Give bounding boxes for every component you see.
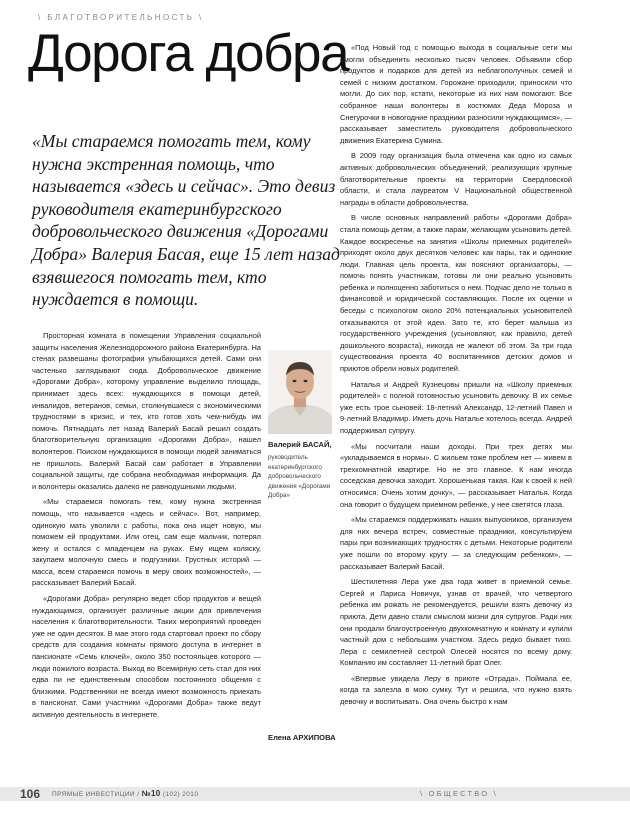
body-paragraph: В 2009 году организация была отмечена как одно из самых активных добровольческих объединений, реализующих крупные благотворительные проекты на территории Свердловской области, и стала лауреатом V Национальной общественной награды в области добровольчества. [340, 151, 572, 207]
author-byline: Елена АРХИПОВА [268, 733, 336, 742]
portrait-photo [268, 350, 332, 434]
article-title: Дорога добра [28, 24, 349, 83]
body-paragraph: Шестилетняя Лера уже два года живет в приемной семье. Сергей и Лариса Новичук, узнав от врачей, что четвертого ребенка им рожать не рекомендуется, решили взять девочку из приюта. Дети давно стали смыслом жизни для супругов. Ради них они продали благоустроенную двухкомнатную и комнату и купили частный дом с небольшим участком. Здесь редко бывает тихо. Лера с семилетней сестрой Олесей носятся по всему дому. Компанию им составляет 11-летний брат Олег. [340, 577, 572, 668]
footer-separator: / [137, 791, 140, 798]
lead-paragraph: «Мы стараемся помогать тем, кому нужна экстренная помощь, что называется «здесь и сейчас». Это девиз руководителя екатеринбургского добровольческого движения «Дорогами Добра» Валерия Басая, еще 15 лет назад взявшегося помогать тем, кто нуждается в помощи. [32, 131, 340, 310]
magazine-name: ПРЯМЫЕ ИНВЕСТИЦИИ [52, 791, 135, 798]
body-paragraph: Просторная комната в помещении Управления социальной защиты населения Железнодорожного района Екатеринбурга. На стенах развешаны фотографии улыбающихся детей. Сами они частенько заглядывают сюда. Добровольческое движение «Дорогами Добра», которому управление выделило площадь, принимает здесь всех: нуждающихся в помощи детей, инвалидов, ветеранов, семьи, столкнувшиеся с экономическими трудностями в кризис, и тех, кто готов хоть чем-нибудь им помочь. Пятнадцать лет назад Валерий Басай решил создать благотворительную организацию «Дорогами Добра», нашел волонтеров. Поиском нуждающихся в помощи людей заниматься не пришлось. Валерий Басай сам работает в Управлении социальной защиты, где собрана необходимая информация. Да и волонтеры оказались далеко не равнодушными людьми. [32, 331, 261, 491]
issue-number: №10 [141, 789, 161, 798]
body-paragraph: Наталья и Андрей Кузнецовы пришли на «Школу приемных родителей» с полной готовностью усыновить девочку. В их семье уже есть трое сыновей: 18-летний Александр, 12-летний Павел и 9-летний Владимир. Иметь дочь Наталье хотелось всегда. Андрей поддерживал супругу. [340, 379, 572, 435]
right-text-column [340, 42, 572, 708]
left-text-column [32, 330, 261, 721]
caption-role: руководитель екатеринбургского добровольческого движения «Дорогами Добра» [268, 454, 331, 499]
body-paragraph: «Дорогами Добра» регулярно ведет сбор продуктов и вещей нуждающимся, организует различные акции для привлечения населения к благотворительности. Таких мероприятий проведен уже не один десяток. В мае этого года стартовал проект по сбору средств для создания комнаты прямого доступа в интернет в пансионате «Семь ключей», около 350 постояльцев которого — люди пожилого возраста. Выход во Всемирную сеть стал для них едва ли не единственным способом постоянного общения с близкими. Родственники не всегда имеют возможность приехать в пансионат. Сами участники «Дорогами Добра» также ведут активную деятельность в интернете. [32, 594, 261, 719]
body-paragraph: «Мы посчитали наши доходы. При трех детях мы «укладываемся в нормы». С жильем тоже проблем нет — живем в трехкомнатной квартире. Но не это главное. К нам иногда соседская девочка заходит. Хорошенькая такая. Как к своей к ней относимся. Очень хотим дочку», — рассказывает Наталья. Когда она говорит о будущем приемном ребенке, у нее светятся глаза. [340, 441, 572, 509]
photo-caption [268, 440, 338, 501]
caption-name: Валерий БАСАЙ, [268, 440, 332, 449]
footer-section-label: \ ОБЩЕСТВО \ [420, 789, 498, 798]
portrait-illustration [268, 350, 332, 434]
body-paragraph: «Мы стараемся помогать тем, кому нужна экстренная помощь, что называется «здесь и сейчас». Вот, например, одинокую мать уволили с работы, пока она ищет новую, мы поможем ей продуктами. Или отец, сам еще мальчик, потерял жену и остался с младенцем на руках. Ему ищем коляску, закупаем молочную смесь и подгузники. Грустных историй — масса, всем стараемся помочь в меру своих возможностей», — рассказывает Валерий Басай. [32, 497, 261, 588]
body-paragraph: В числе основных направлений работы «Дорогами Добра» стала помощь детям, а также парам, желающим усыновить детей. Каждое воскресенье на занятия «Школы приемных родителей» приходят около двух десятков человек: как пары, так и одинокие люди. Главная цель проекта, как поясняют организаторы, — помочь понять участникам, готовы ли они реально усыновить ребенка и полноценно заботиться о нем. Подчас дело не только в финансовой и юридической составляющих. После их оценки и беседы с психологом около 20% потенциальных усыновителей отказываются от этой идеи. Зато те, кто берет малыша из государственного учреждения (усыновляют, как правило, детей дошкольного возраста), никогда не жалеют об этом. За три года существования проекта 40 воспитанников детских домов и приютов обрели новых родителей. [340, 213, 572, 374]
footer-magazine-info [52, 787, 198, 801]
body-paragraph: «Впервые увидела Леру в приюте «Отрада». Поймала ее, когда та залезла в мою сумку. Тут и решила, что нужно взять девочку и воспитывать. Она очень быстро к нам [340, 673, 572, 707]
issue-detail: (102) 2010 [162, 791, 199, 798]
section-label: \ БЛАГОТВОРИТЕЛЬНОСТЬ \ [38, 13, 204, 22]
page-number: 106 [20, 787, 41, 801]
body-paragraph: «Под Новый год с помощью выхода в социальные сети мы смогли объединить несколько тысяч человек. Объявили сбор продуктов и подарков для детей из неблагополучных семей и семей с низким достатком. Горожане приходили, приносили что могли. До сих пор, кстати, некоторые из них нам помогают. Все собранное наши волонтеры в костюмах Деда Мороза и Снегурочки в новогодние праздники разносили нуждающимся», — рассказывает заместитель руководителя добровольческого движения Екатерина Сумина. [340, 43, 572, 145]
body-paragraph: «Мы стараемся поддерживать наших выпускников, организуем для них вечера встреч, совместные праздники, консультируем пары при возникающих трудностях с детьми. Некоторые родители уже пошли по второму кругу — за следующим ребенком», — рассказывает Валерий Басай. [340, 515, 572, 571]
